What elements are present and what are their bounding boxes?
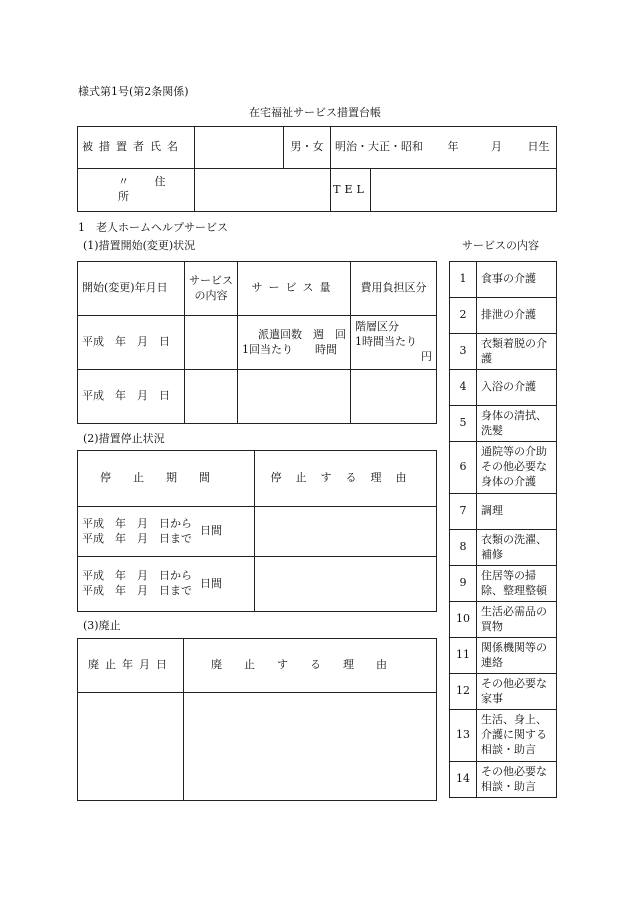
service-number: 5 xyxy=(450,406,477,442)
service-item xyxy=(450,762,557,798)
from-date: 平成 年 月 日から xyxy=(82,516,192,530)
stop-table xyxy=(77,450,437,612)
service-number: 13 xyxy=(450,710,477,762)
ditto-mark: 〃 xyxy=(118,175,129,189)
service-number: 2 xyxy=(450,298,477,334)
start-date-header: 開始(変更)年月日 xyxy=(78,262,185,316)
sub3-title: (3)廃止 xyxy=(83,619,121,632)
service-item xyxy=(450,442,557,494)
service-item xyxy=(450,674,557,710)
tier-label: 階層区分 xyxy=(355,320,399,334)
address-field[interactable] xyxy=(195,169,331,212)
service-contents-header: サービスの内容 xyxy=(185,262,238,316)
service-item xyxy=(450,602,557,638)
service-number: 10 xyxy=(450,602,477,638)
service-text: 身体の清拭、洗髪 xyxy=(477,406,557,442)
stop-period-cell[interactable] xyxy=(78,507,255,557)
start-date-cell[interactable]: 平成 年 月 日 xyxy=(78,316,185,370)
service-number: 12 xyxy=(450,674,477,710)
service-number: 4 xyxy=(450,370,477,406)
service-number: 6 xyxy=(450,442,477,494)
service-number: 9 xyxy=(450,566,477,602)
service-number: 14 xyxy=(450,762,477,798)
stop-reason-header: 停止する理由 xyxy=(255,451,437,507)
service-number: 8 xyxy=(450,530,477,566)
service-text: 生活必需品の買物 xyxy=(477,602,557,638)
service-text: 関係機関等の連絡 xyxy=(477,638,557,674)
tel-label: TEL xyxy=(331,169,371,211)
abolish-table xyxy=(77,638,437,801)
per-hour-label: 1時間当たり xyxy=(355,335,417,349)
service-amount-cell[interactable] xyxy=(238,316,351,370)
from-date: 平成 年 月 日から xyxy=(82,569,192,583)
start-date-cell[interactable]: 平成 年 月 日 xyxy=(78,370,185,424)
header-table xyxy=(77,126,557,212)
service-amount-cell[interactable] xyxy=(238,370,351,424)
page-title: 在宅福祉サービス措置台帳 xyxy=(249,106,381,119)
service-item xyxy=(450,370,557,406)
yen-label: 円 xyxy=(421,349,432,363)
year-label: 年 xyxy=(447,140,459,154)
service-number: 11 xyxy=(450,638,477,674)
form-number: 様式第1号(第2条関係) xyxy=(78,85,189,98)
service-text: その他必要な家事 xyxy=(477,674,557,710)
service-number: 1 xyxy=(450,262,477,298)
service-text: 生活、身上、介護に関する相談・助言 xyxy=(477,710,557,762)
hours-per-visit: 1回当たり 時間 xyxy=(242,342,337,356)
birth-label: 日生 xyxy=(527,140,550,154)
service-text: その他必要な相談・助言 xyxy=(477,762,557,798)
days-label: 日間 xyxy=(200,524,222,538)
dispatch-count: 派遣回数 週 回 xyxy=(258,327,346,341)
service-item xyxy=(450,638,557,674)
service-contents-cell[interactable] xyxy=(185,316,238,370)
name-field[interactable] xyxy=(195,127,284,169)
service-item xyxy=(450,406,557,442)
section1-title: 1 老人ホームヘルプサービス xyxy=(78,221,228,234)
stop-period-cell[interactable] xyxy=(78,557,255,612)
era-options: 明治・大正・昭和 xyxy=(335,140,423,154)
to-date: 平成 年 月 日まで xyxy=(82,584,192,597)
sub1-title: (1)措置開始(変更)状況 xyxy=(83,239,196,252)
service-item xyxy=(450,494,557,530)
service-item xyxy=(450,298,557,334)
service-number: 3 xyxy=(450,334,477,370)
stop-reason-cell[interactable] xyxy=(255,557,437,612)
abolish-date-cell[interactable] xyxy=(78,693,184,801)
tel-field[interactable] xyxy=(371,169,556,211)
service-item xyxy=(450,530,557,566)
month-label: 月 xyxy=(491,140,502,154)
service-item xyxy=(450,710,557,762)
gender-field[interactable]: 男・女 xyxy=(284,127,331,169)
service-text: 排泄の介護 xyxy=(477,298,557,334)
service-contents-title: サービスの内容 xyxy=(462,239,539,252)
cost-category-header: 費用負担区分 xyxy=(351,262,437,316)
service-contents-list xyxy=(449,261,557,798)
days-label: 日間 xyxy=(200,576,222,590)
service-text: 住居等の掃除、整理整頓 xyxy=(477,566,557,602)
address-label-cell xyxy=(78,169,195,212)
abolish-reason-header: 廃止する理由 xyxy=(184,639,437,693)
service-item xyxy=(450,262,557,298)
cost-category-cell[interactable] xyxy=(351,370,437,424)
address-label: 住所 xyxy=(118,175,176,203)
abolish-reason-cell[interactable] xyxy=(184,693,437,801)
start-table xyxy=(77,261,437,424)
stop-period-header: 停止期間 xyxy=(78,451,255,507)
service-text: 衣類の洗濯、補修 xyxy=(477,530,557,566)
service-text: 衣類着脱の介護 xyxy=(477,334,557,370)
service-item xyxy=(450,334,557,370)
service-number: 7 xyxy=(450,494,477,530)
tel-cell xyxy=(331,169,557,212)
birthdate-field[interactable] xyxy=(331,127,557,169)
service-contents-cell[interactable] xyxy=(185,370,238,424)
to-date: 平成 年 月 日まで xyxy=(82,531,192,545)
sub2-title: (2)措置停止状況 xyxy=(83,432,165,445)
cost-category-cell[interactable] xyxy=(351,316,437,370)
service-text: 調理 xyxy=(477,494,557,530)
stop-reason-cell[interactable] xyxy=(255,507,437,557)
abolish-date-header: 廃止年月日 xyxy=(78,639,184,693)
name-label: 被措置者氏名 xyxy=(78,127,195,169)
service-text: 通院等の介助その他必要な身体の介護 xyxy=(477,442,557,494)
service-text: 食事の介護 xyxy=(477,262,557,298)
service-item xyxy=(450,566,557,602)
service-amount-header: サービス量 xyxy=(238,262,351,316)
service-text: 入浴の介護 xyxy=(477,370,557,406)
